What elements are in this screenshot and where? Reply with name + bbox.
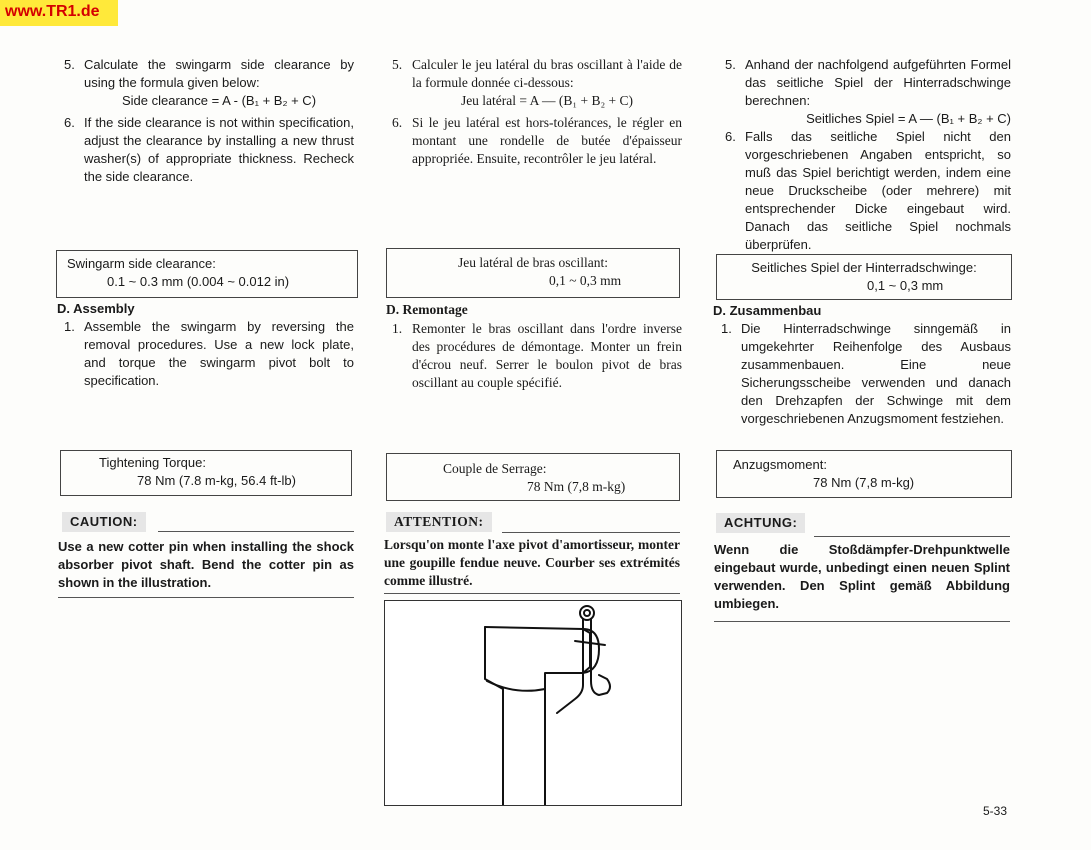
caution-label: CAUTION: [62, 512, 146, 532]
spec-box-de [716, 254, 1012, 300]
attention-label: ATTENTION: [386, 512, 492, 532]
spec-box-en [56, 250, 358, 298]
step-number: 6. [392, 115, 403, 130]
assembly-step-en [58, 318, 354, 390]
torque-box-en [60, 450, 352, 496]
torque-box-de [716, 450, 1012, 498]
step-text: Die Hinterradschwinge sinngemäß in umgekehrter Reihenfolge des Ausbaus zusammenbauen. Eine neue Sicherungsscheibe verwenden und danach den Drehzapfen der Schwinge mit dem vorgeschriebenen Anzugsmoment festziehen. [741, 321, 1011, 426]
site-watermark [0, 0, 118, 26]
spec-label: Swingarm side clearance: [67, 256, 216, 271]
step-text: Falls das seitliche Spiel nicht den vorgeschriebenen Angaben entspricht, so muß das Spiel berichtigt werden, indem eine neue Druckscheibe (oder mehrere) mit entsprechender Dicke eingebaut wird. Danach das seitliche Spiel nochmals überprüfen. [745, 129, 1011, 252]
step-5-de [719, 56, 1011, 128]
spec-label: Seitliches Spiel der Hinterradschwinge: [751, 260, 977, 275]
divider [384, 593, 680, 594]
spec-value: 0,1 ~ 0,3 mm [549, 273, 622, 288]
spec-label: Jeu latéral de bras oscillant: [458, 255, 608, 270]
step-text: Anhand der nachfolgend aufgeführten Formel das seitliche Spiel der Hinterradschwinge berechnen: [745, 57, 1011, 108]
achtung-label: ACHTUNG: [716, 513, 805, 533]
page-number: 5-33 [983, 804, 1008, 818]
spec-value: 0,1 ~ 0,3 mm [867, 278, 944, 293]
assembly-fr [386, 320, 682, 392]
torque-label: Tightening Torque: [99, 455, 206, 470]
divider [58, 597, 354, 598]
site-url: www.TR1.de [5, 3, 100, 20]
step-number: 6. [725, 129, 736, 144]
step-5-fr [386, 56, 682, 110]
torque-value: 78 Nm (7,8 m-kg) [813, 475, 915, 490]
step-6-fr [386, 114, 682, 168]
spec-value: 0.1 ~ 0.3 mm (0.004 ~ 0.012 in) [107, 274, 290, 289]
step-number: 1. [392, 321, 403, 336]
achtung-text: Wenn die Stoßdämpfer-Drehpunktwelle eingebaut wurde, unbedingt einen neuen Splint verwenden. Den Splint gemäß Abbildung umbiegen. [714, 542, 1010, 611]
divider [158, 531, 354, 532]
caution-text: Use a new cotter pin when installing the shock absorber pivot shaft. Bend the cotter pin as shown in the illustration. [58, 539, 354, 590]
column-english [58, 56, 354, 186]
attention-text: Lorsqu'on monte l'axe pivot d'amortisseur, monter une goupille fendue neuve. Courber ses extrémités comme illustré. [384, 537, 680, 588]
step-text: Remonter le bras oscillant dans l'ordre inverse des procédures de démontage. Monter un frein d'écrou neuf. Serrer le boulon pivot de bras oscillant au couple spécifié. [412, 321, 682, 390]
torque-label: Anzugsmoment: [733, 457, 827, 472]
step-text: Si le jeu latéral est hors-tolérances, le régler en montant une rondelle de butée d'épaisseur appropriée. Ensuite, recontrôler le jeu latéral. [412, 115, 682, 166]
cotter-pin-drawing [385, 601, 681, 805]
formula: Seitliches Spiel = A — (B₁ + B₂ + C) [806, 111, 1011, 126]
step-text: Assemble the swingarm by reversing the removal procedures. Use a new lock plate, and torque the swingarm pivot bolt to specification. [84, 319, 354, 388]
step-number: 5. [64, 57, 75, 72]
step-5-en [58, 56, 354, 110]
torque-label: Couple de Serrage: [443, 461, 547, 476]
step-text: Calculate the swingarm side clearance by using the formula given below: [84, 57, 354, 90]
section-heading-de: D. Zusammenbau [713, 303, 822, 318]
step-6-de [719, 128, 1011, 254]
cotter-pin-illustration [384, 600, 682, 806]
divider [502, 532, 680, 533]
section-heading-en: D. Assembly [57, 301, 135, 316]
torque-value: 78 Nm (7.8 m-kg, 56.4 ft-lb) [137, 473, 296, 488]
section-heading-fr: D. Remontage [386, 302, 468, 317]
step-text: Calculer le jeu latéral du bras oscillant à l'aide de la formule donnée ci-dessous: [412, 57, 682, 90]
step-number: 1. [721, 321, 732, 336]
assembly-step-fr [386, 320, 682, 392]
step-number: 5. [725, 57, 736, 72]
step-text: If the side clearance is not within specification, adjust the clearance by installing a new thrust washer(s) of appropriate thickness. Recheck the side clearance. [84, 115, 354, 184]
torque-box-fr [386, 453, 680, 501]
torque-value: 78 Nm (7,8 m-kg) [527, 479, 626, 494]
assembly-de [715, 320, 1011, 428]
step-6-en [58, 114, 354, 186]
spec-box-fr [386, 248, 680, 298]
assembly-en [58, 318, 354, 390]
column-french [386, 56, 682, 168]
column-german [719, 56, 1011, 254]
divider [814, 536, 1010, 537]
step-number: 6. [64, 115, 75, 130]
step-number: 1. [64, 319, 75, 334]
formula: Jeu latéral = A — (B₁ + B₂ + C) [460, 93, 634, 108]
step-number: 5. [392, 57, 403, 72]
divider [714, 621, 1010, 622]
formula: Side clearance = A - (B₁ + B₂ + C) [121, 93, 317, 108]
assembly-step-de [715, 320, 1011, 428]
